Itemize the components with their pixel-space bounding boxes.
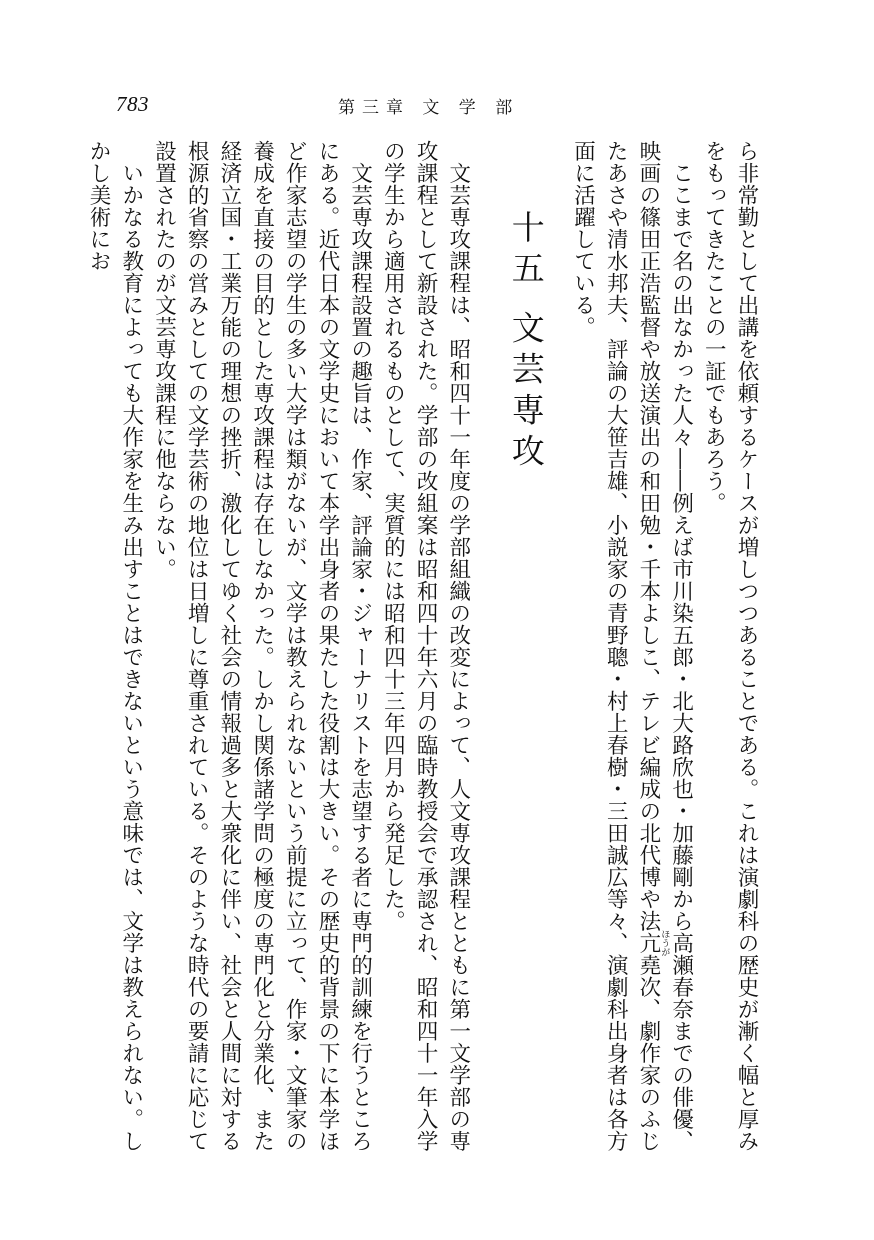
running-head: 第三章 文 学 部 bbox=[338, 98, 520, 118]
paragraph-alumni bbox=[566, 140, 697, 1160]
paragraph-continued: ら非常勤として出講を依頼するケースが増しつつあることである。これは演劇科の歴史が漸く幅と厚みをもってきたことの一証でもあろう。 bbox=[701, 140, 759, 1152]
ruby-reading: ほうが bbox=[659, 929, 670, 957]
alumni-text-part-1: ここまで名の出なかった人々――例えば市川染五郎・北大路欣也・加藤剛から高瀬春奈までの俳優、映画の篠田正浩監督や放送演出の和田勉・千本よしこ、テレビ編成の北代博や法 bbox=[635, 140, 694, 1152]
paragraph-purpose: 文芸専攻課程設置の趣旨は、作家、評論家・ジャーナリストを志望する者に専門的訓練を行うところにある。近代日本の文学史において本学出身者の果たした役割は大きい。その歴史的背景の下に本学ほど作家志望の学生の多い大学は類がないが、文学は教えられないという前提に立って、作家・文筆家の養成を直接の目的とした専攻課程は存在しなかった。しかし関係諸学問の極度の専門化と分業化、また経済立国・工業万能の理想の挫折、激化してゆく社会の情報過多と大衆化に伴い、社会と人間に対する根源的省察の営みとしての文学芸術の地位は日増しに尊重されている。そのような時代の要請に応じて設置されたのが文芸専攻課程に他ならない。 bbox=[151, 140, 373, 1152]
ruby-base: 亢 bbox=[635, 929, 661, 957]
body-text bbox=[86, 140, 762, 1160]
furigana-ruby bbox=[635, 929, 670, 957]
section-heading: 十五 文芸専攻 bbox=[506, 210, 546, 475]
alumni-text-part-2: 堯次、劇作家のふじたあさや清水邦夫、評論の大笹吉雄、小説家の青野聰・村上春樹・三田誠広等々、演劇科出身者は各方面に活躍している。 bbox=[570, 140, 661, 1152]
paragraph-establishment: 文芸専攻課程は、昭和四十一年度の学部組織の改変によって、人文専攻課程とともに第一文学部の専攻課程として新設された。学部の改組案は昭和四十年六月の臨時教授会で承認され、昭和四十一年入学の学生から適用されるものとして、実質的には昭和四十三年四月から発足した。 bbox=[380, 140, 471, 1152]
page-number: 783 bbox=[116, 92, 149, 116]
paragraph-education: いかなる教育によっても大作家を生み出すことはできないという意味では、文学は教えられない。しかし美術にお bbox=[86, 140, 144, 1152]
